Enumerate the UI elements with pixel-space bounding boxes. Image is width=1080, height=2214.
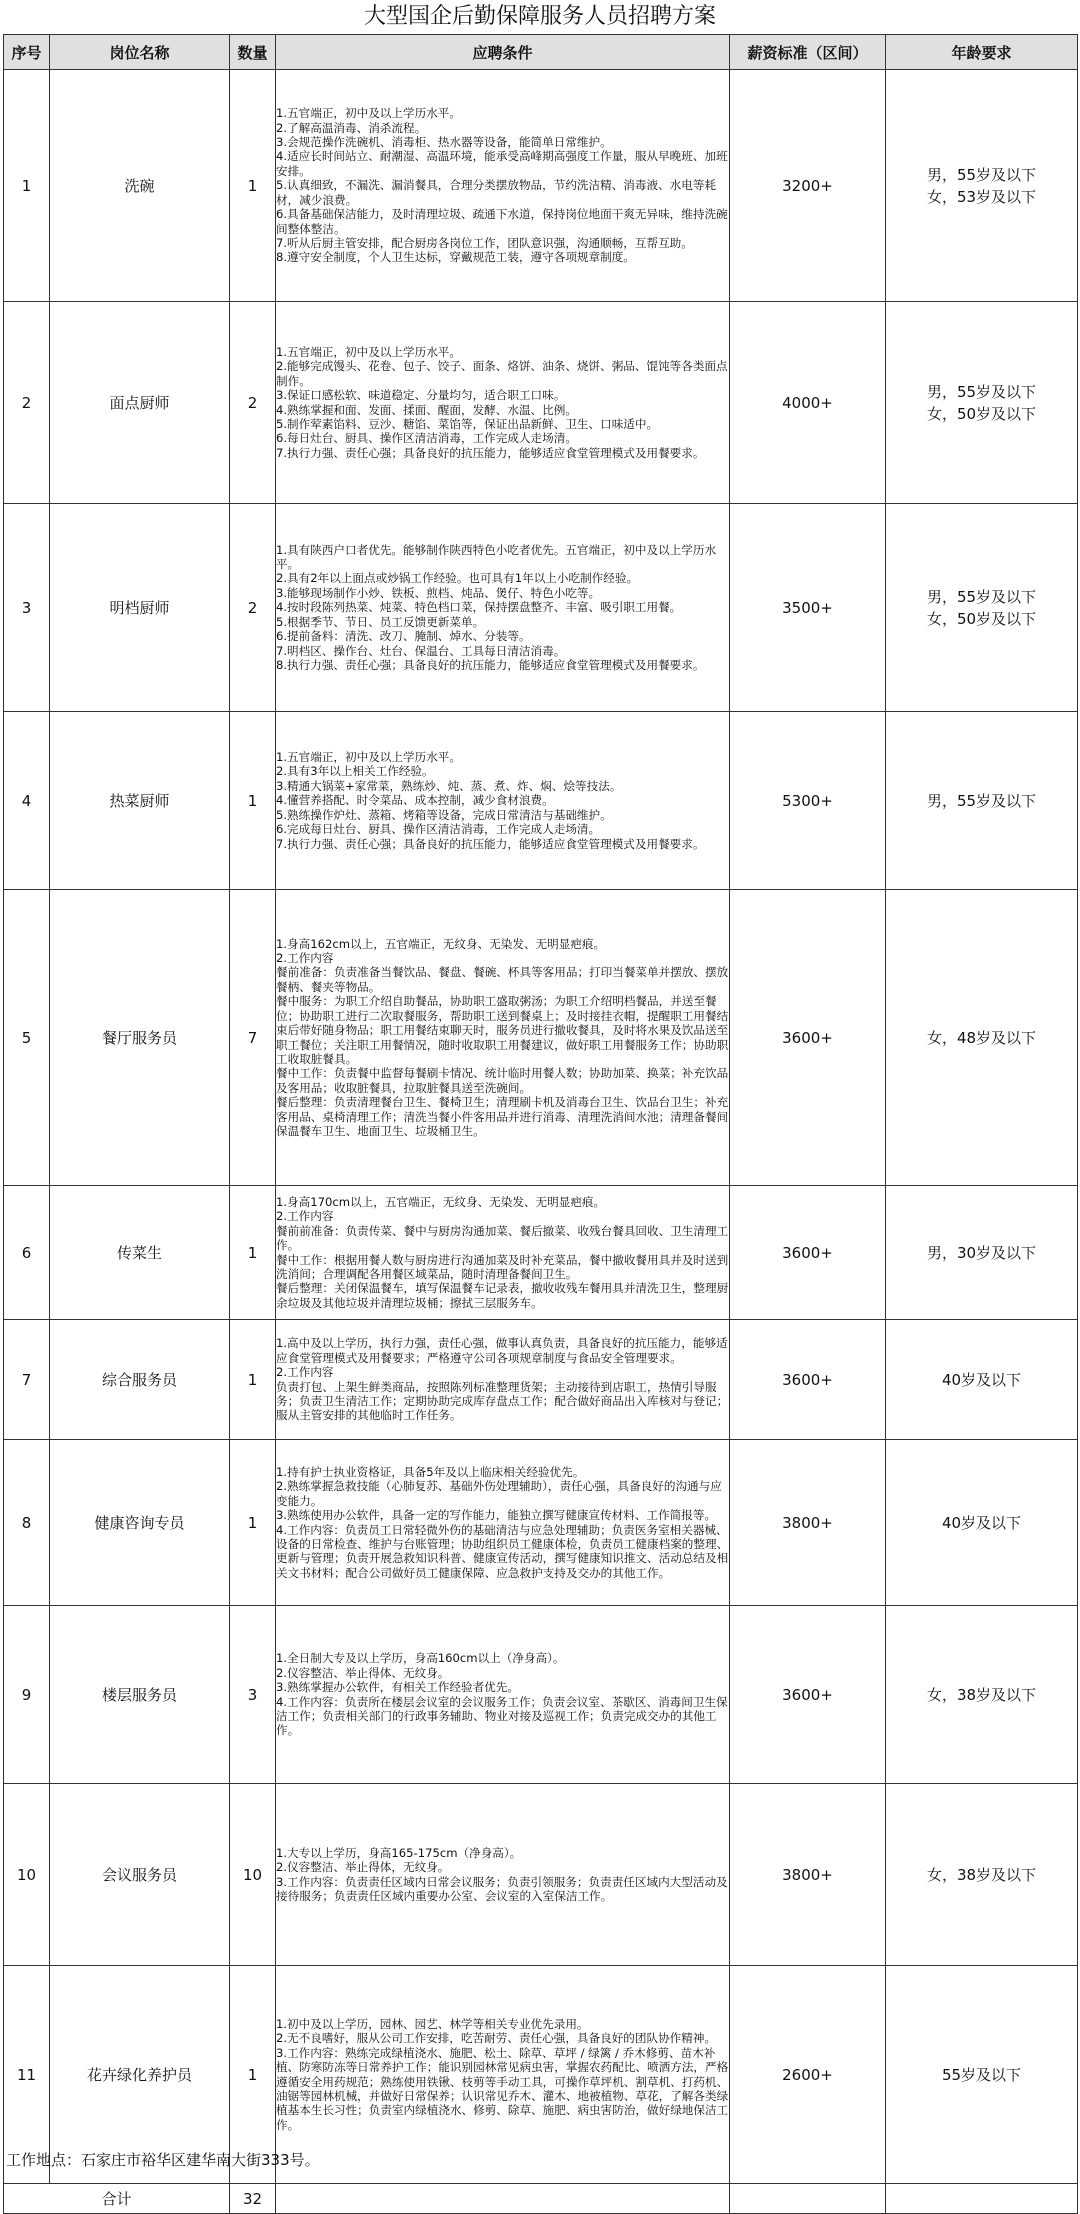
row-position: 楼层服务员 — [50, 1606, 230, 1784]
total-empty-cell — [886, 2184, 1078, 2214]
table-row — [4, 1320, 1078, 1440]
row-salary: 3600+ — [730, 1186, 886, 1320]
requirement-line: 3.保证口感松软、味道稳定、分量均匀，适合职工口味。 — [276, 388, 566, 403]
age-line: 男，55岁及以下 — [926, 165, 1037, 184]
requirement-line: 6.提前备料：清洗、改刀、腌制、焯水、分装等。 — [276, 629, 531, 644]
header-age: 年龄要求 — [886, 35, 1078, 70]
requirement-line: 2.工作内容 — [276, 1365, 334, 1380]
requirement-line: 1.身高162cm以上，五官端正，无纹身、无染发、无明显疤痕。 — [276, 936, 606, 951]
requirement-line: 2.仪容整洁、举止得体、无纹身。 — [276, 1665, 450, 1680]
row-age — [886, 1440, 1078, 1606]
row-salary: 3600+ — [730, 890, 886, 1186]
requirement-line: 3.会规范操作洗碗机、消毒柜、热水器等设备，能简单日常维护。 — [276, 135, 612, 150]
requirement-line: 餐后整理：关闭保温餐车，填写保温餐车记录表，撤收收残车餐用具并清洗卫生，整理厨余垃圾及其他垃圾并清理垃圾桶；擦拭三层服务车。 — [276, 1281, 729, 1310]
row-requirements — [276, 1606, 730, 1784]
requirement-line: 餐中工作：根据用餐人数与厨房进行沟通加菜及时补充菜品，餐中撤收餐用具并及时送到洗消间；合理调配各用餐区域菜品，随时清理备餐间卫生。 — [276, 1252, 729, 1281]
requirement-line: 2.工作内容 — [276, 951, 334, 966]
row-no: 6 — [4, 1186, 50, 1320]
total-count: 32 — [230, 2184, 276, 2214]
row-salary: 3500+ — [730, 504, 886, 712]
row-no: 5 — [4, 890, 50, 1186]
requirement-line: 5.熟练操作炉灶、蒸箱、烤箱等设备，完成日常清洁与基础维护。 — [276, 807, 612, 822]
requirement-line: 4.按时段陈列热菜、炖菜、特色档口菜，保持摆盘整齐、丰富、吸引职工用餐。 — [276, 600, 682, 615]
requirement-line: 7.执行力强、责任心强；具备良好的抗压能力，能够适应食堂管理模式及用餐要求。 — [276, 445, 705, 460]
row-position: 健康咨询专员 — [50, 1440, 230, 1606]
row-requirements — [276, 1784, 730, 1966]
row-salary: 4000+ — [730, 302, 886, 504]
requirement-line: 6.具备基础保洁能力，及时清理垃圾、疏通下水道，保持岗位地面干爽无异味，维持洗碗间整体整洁。 — [276, 207, 728, 236]
age-line: 女，48岁及以下 — [926, 1028, 1037, 1047]
row-age — [886, 1966, 1078, 2184]
work-location: 工作地点：石家庄市裕华区建华南大街333号。 — [6, 2151, 320, 2169]
row-requirements — [276, 890, 730, 1186]
requirement-line: 2.具有3年以上相关工作经验。 — [276, 764, 434, 779]
requirement-line: 1.大专以上学历，身高165-175cm（净身高）。 — [276, 1845, 522, 1860]
row-count: 2 — [230, 302, 276, 504]
row-salary: 3600+ — [730, 1606, 886, 1784]
requirement-line: 餐前前准备：负责传菜、餐中与厨房沟通加菜、餐后撤菜、收残台餐具回收、卫生清理工作。 — [276, 1223, 729, 1253]
requirement-line: 5.根据季节、节日、员工反馈更新菜单。 — [276, 614, 485, 629]
row-age — [886, 890, 1078, 1186]
row-age — [886, 712, 1078, 890]
age-line: 女，38岁及以下 — [926, 1865, 1037, 1884]
requirement-line: 4.懂营养搭配、时令菜品、成本控制，减少食材浪费。 — [276, 793, 554, 808]
age-line: 40岁及以下 — [941, 1513, 1022, 1532]
table-body — [4, 70, 1078, 2184]
row-salary: 2600+ — [730, 1966, 886, 2184]
requirement-line: 1.持有护士执业资格证，具备5年及以上临床相关经验优先。 — [276, 1464, 585, 1479]
row-no: 8 — [4, 1440, 50, 1606]
table-row — [4, 302, 1078, 504]
requirement-line: 3.工作内容：负责责任区域内日常会议服务；负责引领服务；负责责任区域内大型活动及接待服务；负责责任区域内重要办公室、会议室的入室保洁工作。 — [276, 1874, 728, 1903]
recruitment-table — [3, 34, 1078, 2214]
requirement-line: 2.工作内容 — [276, 1209, 334, 1224]
row-no: 4 — [4, 712, 50, 890]
row-salary: 3800+ — [730, 1784, 886, 1966]
row-count: 1 — [230, 70, 276, 302]
requirement-line: 1.身高170cm以上，五官端正，无纹身、无染发、无明显疤痕。 — [276, 1194, 606, 1209]
requirement-line: 6.完成每日灶台、厨具、操作区清洁消毒，工作完成人走场清。 — [276, 822, 601, 837]
page-title: 大型国企后勤保障服务人员招聘方案 — [363, 4, 716, 29]
table-header-row — [4, 35, 1078, 70]
row-age — [886, 1784, 1078, 1966]
row-position: 会议服务员 — [50, 1784, 230, 1966]
requirement-line: 餐中服务：为职工介绍自助餐品，协助职工盛取粥汤；为职工介绍明档餐品，并送至餐位；协助职工进行二次取餐服务，帮助职工送到餐桌上；及时接挂衣帽，提醒职工用餐结束后带好随身物品；职工用餐结束聊天时，服务员进行撤收餐具，及时将水果及饮品送至职工餐位；关注职工用餐情况，随时收取职工用餐建议，做好职工用餐服务工作；协助职工收取脏餐具。 — [276, 994, 729, 1066]
header-position: 岗位名称 — [50, 35, 230, 70]
requirement-line: 1.五官端正，初中及以上学历水平。 — [276, 750, 461, 765]
requirement-line: 7.明档区、操作台、灶台、保温台、工具每日清洁消毒。 — [276, 643, 566, 658]
row-count: 1 — [230, 1440, 276, 1606]
row-position: 餐厅服务员 — [50, 890, 230, 1186]
requirement-line: 3.能够现场制作小炒、铁板、煎档、炖品、煲仔、特色小吃等。 — [276, 585, 601, 600]
row-no: 7 — [4, 1320, 50, 1440]
age-line: 女，50岁及以下 — [926, 609, 1037, 628]
age-line: 女，53岁及以下 — [926, 187, 1037, 206]
requirement-line: 4.工作内容：负责所在楼层会议室的会议服务工作；负责会议室、茶歇区、消毒间卫生保洁工作；负责相关部门的行政事务辅助、物业对接及巡视工作；负责完成交办的其他工作。 — [276, 1694, 728, 1738]
row-no: 11 — [4, 1966, 50, 2184]
table-row — [4, 504, 1078, 712]
age-line: 男，30岁及以下 — [926, 1243, 1037, 1262]
row-count: 1 — [230, 1966, 276, 2184]
row-count: 1 — [230, 1186, 276, 1320]
row-position: 花卉绿化养护员 — [50, 1966, 230, 2184]
age-line: 女，50岁及以下 — [926, 404, 1037, 423]
requirement-line: 2.熟练掌握急救技能（心肺复苏、基础外伤处理辅助），责任心强，具备良好的沟通与应变能力。 — [276, 1479, 722, 1508]
row-requirements — [276, 712, 730, 890]
requirement-line: 4.适应长时间站立、耐潮湿、高温环境，能承受高峰期高强度工作量，服从早晚班、加班安排。 — [276, 149, 728, 178]
header-count: 数量 — [230, 35, 276, 70]
row-salary: 5300+ — [730, 712, 886, 890]
row-count: 2 — [230, 504, 276, 712]
row-requirements — [276, 302, 730, 504]
row-requirements — [276, 1320, 730, 1440]
table-row — [4, 890, 1078, 1186]
row-age — [886, 1186, 1078, 1320]
row-salary: 3200+ — [730, 70, 886, 302]
row-count: 1 — [230, 712, 276, 890]
row-requirements — [276, 504, 730, 712]
requirement-line: 4.工作内容：负责员工日常轻微外伤的基础清洁与应急处理辅助；负责医务室相关器械、设备的日常检查、维护与台账管理；协助组织员工健康体检，负责员工健康档案的整理、更新与管理；负责开展急救知识科普、健康宣传活动，撰写健康知识推文、活动总结及相关文书材料；配合公司做好员工健康保障、应急救护支持及交办的其他工作。 — [276, 1522, 729, 1580]
requirement-line: 1.全日制大专及以上学历，身高160cm以上（净身高）。 — [276, 1651, 565, 1666]
age-line: 男，55岁及以下 — [926, 382, 1037, 401]
row-position: 面点厨师 — [50, 302, 230, 504]
table-row — [4, 1784, 1078, 1966]
row-age — [886, 1320, 1078, 1440]
row-no: 9 — [4, 1606, 50, 1784]
requirement-line: 3.熟练掌握办公软件，有相关工作经验者优先。 — [276, 1680, 519, 1695]
total-empty-cell — [730, 2184, 886, 2214]
requirement-line: 餐后整理：负责清理餐台卫生、餐椅卫生；清理刷卡机及消毒台卫生、饮品台卫生；补充客用品、桌椅清理工作；清洗当餐小件客用品并进行消毒、清理洗消间水池；清理备餐间保温餐车卫生、地面卫生、垃圾桶卫生。 — [276, 1095, 729, 1138]
requirement-line: 1.五官端正，初中及以上学历水平。 — [276, 106, 461, 121]
row-requirements — [276, 1966, 730, 2184]
requirement-line: 5.制作荤素馅料、豆沙、糖馅、菜馅等，保证出品新鲜、卫生、口味适中。 — [276, 416, 659, 431]
row-requirements — [276, 1186, 730, 1320]
row-no: 3 — [4, 504, 50, 712]
row-no: 1 — [4, 70, 50, 302]
requirement-line: 1.初中及以上学历，园林、园艺、林学等相关专业优先录用。 — [276, 2016, 589, 2031]
requirement-line: 3.工作内容：熟练完成绿植浇水、施肥、松土、除草、草坪 / 绿篱 / 乔木修剪、苗木补植、防寒防冻等日常养护工作；能识别园林常见病虫害，掌握农药配比、喷洒方法，严格遵循安全用药规范；熟练使用铁锹、枝剪等手动工具，可操作草坪机、割草机、打药机、油锯等园林机械，并做好日常保养；认识常见乔木、灌木、地被植物、草花，了解各类绿植基本生长习性；负责室内绿植浇水、修剪、除草、施肥、病虫害防治，做好绿地保洁工作。 — [276, 2045, 729, 2132]
table-row — [4, 70, 1078, 302]
row-requirements — [276, 70, 730, 302]
table-row — [4, 1606, 1078, 1784]
row-salary: 3600+ — [730, 1320, 886, 1440]
requirement-line: 5.认真细致，不漏洗、漏消餐具，合理分类摆放物品，节约洗洁精、消毒液、水电等耗材，减少浪费。 — [276, 178, 717, 207]
row-count: 10 — [230, 1784, 276, 1966]
row-count: 3 — [230, 1606, 276, 1784]
row-age — [886, 504, 1078, 712]
row-requirements — [276, 1440, 730, 1606]
requirement-line: 1.五官端正，初中及以上学历水平。 — [276, 344, 461, 359]
requirement-line: 餐前准备：负责准备当餐饮品、餐盘、餐碗、杯具等客用品；打印当餐菜单并摆放、摆放餐柄、餐夹等物品。 — [276, 965, 729, 994]
requirement-line: 餐中工作：负责餐中监督每餐刷卡情况、统计临时用餐人数；协助加菜、换菜；补充饮品及客用品；收取脏餐具，拉取脏餐具送至洗碗间。 — [276, 1066, 729, 1095]
age-line: 女，38岁及以下 — [926, 1685, 1037, 1704]
row-no: 2 — [4, 302, 50, 504]
age-line: 40岁及以下 — [941, 1370, 1022, 1389]
row-count: 7 — [230, 890, 276, 1186]
row-position: 综合服务员 — [50, 1320, 230, 1440]
table-row — [4, 1440, 1078, 1606]
row-position: 洗碗 — [50, 70, 230, 302]
requirement-line: 7.听从后厨主管安排，配合厨房各岗位工作，团队意识强，沟通顺畅，互帮互助。 — [276, 235, 693, 250]
requirement-line: 8.执行力强、责任心强；具备良好的抗压能力，能够适应食堂管理模式及用餐要求。 — [276, 657, 705, 672]
requirement-line: 6.每日灶台、厨具、操作区清洁消毒，工作完成人走场清。 — [276, 431, 577, 446]
row-position: 明档厨师 — [50, 504, 230, 712]
row-age — [886, 1606, 1078, 1784]
row-no: 10 — [4, 1784, 50, 1966]
requirement-line: 3.精通大锅菜+家常菜，熟练炒、炖、蒸、煮、炸、焖、烩等技法。 — [276, 778, 622, 793]
requirement-line: 3.熟练使用办公软件，具备一定的写作能力，能独立撰写健康宣传材料、工作简报等。 — [276, 1508, 717, 1523]
row-position: 传菜生 — [50, 1186, 230, 1320]
requirement-line: 2.能够完成馒头、花卷、包子、饺子、面条、烙饼、油条、烧饼、粥品、馄饨等各类面点制作。 — [276, 359, 728, 388]
requirement-line: 4.熟练掌握和面、发面、揉面、醒面，发酵、水温、比例。 — [276, 402, 577, 417]
row-count: 1 — [230, 1320, 276, 1440]
header-no: 序号 — [4, 35, 50, 70]
age-line: 男，55岁及以下 — [926, 587, 1037, 606]
age-line: 男，55岁及以下 — [926, 791, 1037, 810]
requirement-line: 1.具有陕西户口者优先。能够制作陕西特色小吃者优先。五官端正，初中及以上学历水平。 — [276, 542, 717, 572]
requirement-line: 2.无不良嗜好，服从公司工作安排，吃苦耐劳、责任心强，具备良好的团队协作精神。 — [276, 2031, 717, 2046]
total-row — [4, 2184, 1078, 2214]
age-line: 55岁及以下 — [941, 2065, 1022, 2084]
header-salary: 薪资标准（区间） — [730, 35, 886, 70]
row-age — [886, 302, 1078, 504]
row-salary: 3800+ — [730, 1440, 886, 1606]
row-position: 热菜厨师 — [50, 712, 230, 890]
requirement-line: 负责打包、上架生鲜类商品，按照陈列标准整理货架；主动接待到店职工，热情引导服务；负责卫生清洁工作；定期协助完成库存盘点工作；配合做好商品出入库核对与登记；服从主管安排的其他临时工作任务。 — [276, 1379, 729, 1423]
requirement-line: 2.仪容整洁、举止得体，无纹身。 — [276, 1860, 450, 1875]
table-row — [4, 1186, 1078, 1320]
header-requirements: 应聘条件 — [276, 35, 730, 70]
requirement-line: 1.高中及以上学历，执行力强，责任心强，做事认真负责，具备良好的抗压能力，能够适应食堂管理模式及用餐要求；严格遵守公司各项规章制度与食品安全管理要求。 — [276, 1336, 728, 1365]
requirement-line: 2.了解高温消毒、消杀流程。 — [276, 120, 427, 135]
total-label: 合计 — [4, 2184, 230, 2214]
requirement-line: 7.执行力强、责任心强；具备良好的抗压能力，能够适应食堂管理模式及用餐要求。 — [276, 836, 705, 851]
total-empty-cell — [276, 2184, 730, 2214]
requirement-line: 2.具有2年以上面点或炒锅工作经验。也可具有1年以上小吃制作经验。 — [276, 571, 639, 586]
row-age — [886, 70, 1078, 302]
table-row — [4, 712, 1078, 890]
requirement-line: 8.遵守安全制度，个人卫生达标，穿戴规范工装，遵守各项规章制度。 — [276, 250, 635, 265]
